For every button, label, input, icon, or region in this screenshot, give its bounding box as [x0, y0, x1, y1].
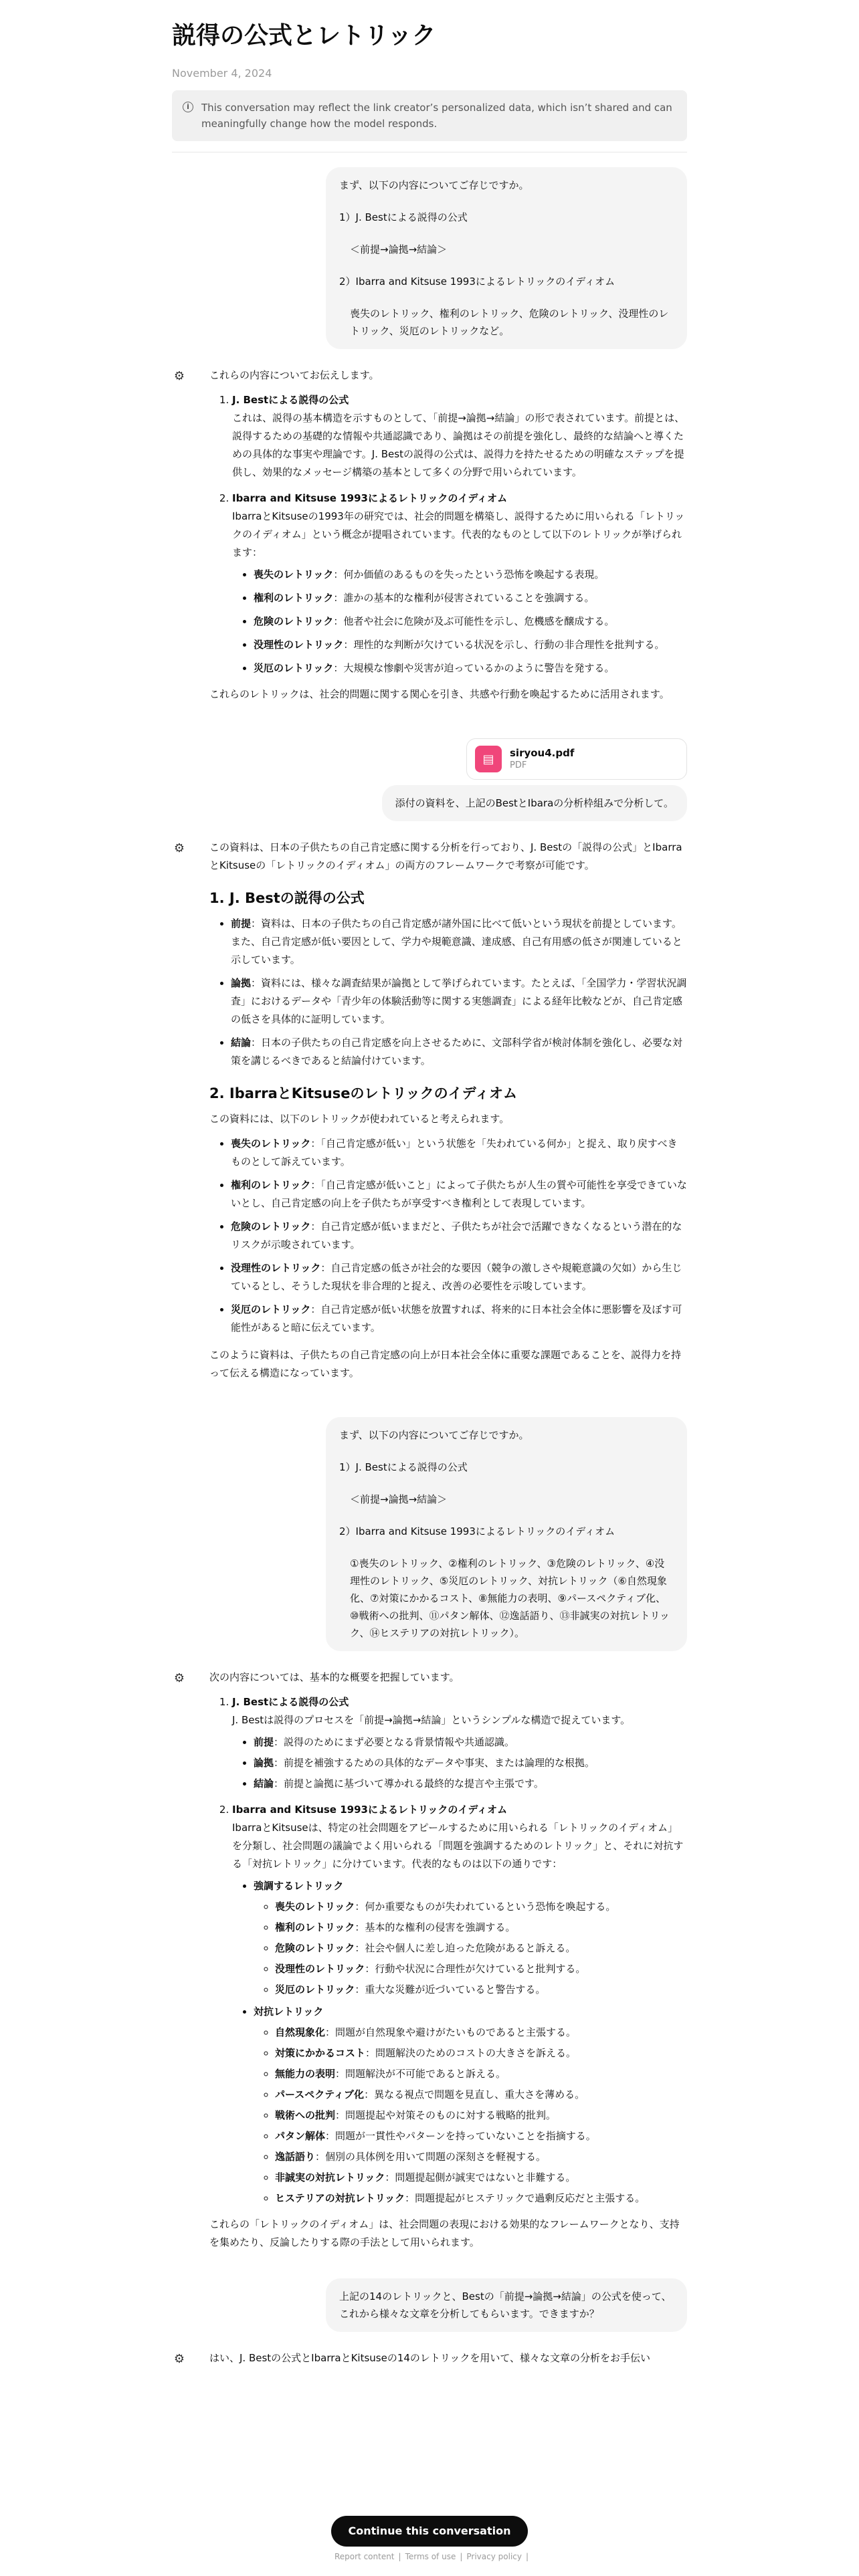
term-desc: ：何か重要なものが失われているという恐怖を喚起する。 — [355, 1901, 616, 1913]
list-item — [231, 1301, 687, 1337]
list-item — [232, 1693, 687, 1793]
bullet-list — [232, 1733, 687, 1793]
list-item — [254, 659, 687, 677]
assistant-message — [172, 839, 687, 1382]
term-desc: ：「自己肯定感が低い」という状態を「失われている何か」と捉え、取り戻すべきものとして訴えています。 — [231, 1138, 678, 1168]
numbered-list — [209, 391, 687, 677]
term-desc: ：問題提起側が誠実ではないと非難する。 — [385, 2171, 576, 2183]
user-message — [172, 785, 687, 821]
bullet-list — [209, 1135, 687, 1337]
list-item — [231, 1176, 687, 1212]
term-desc: ：前提を補強するための具体的なデータや事実、または論理的な根拠。 — [274, 1757, 595, 1769]
term: 没理性のレトリック — [254, 639, 344, 651]
assistant-text: この資料は、日本の子供たちの自己肯定感に関する分析を行っており、J. Bestの「説得の公式」とIbarraとKitsuseの「レトリックのイディオム」の両方のフレームワークで考察が可能です。 — [209, 841, 682, 871]
user-message — [172, 2278, 687, 2332]
assistant-message — [172, 366, 687, 704]
list-item — [254, 2003, 687, 2208]
term: 逸話語り — [275, 2151, 316, 2163]
term-desc: ：自己肯定感が低いままだと、子供たちが社会で活躍できなくなるという潜在的なリスクが示唆されています。 — [231, 1220, 682, 1251]
footer-links: Report content | Terms of use | Privacy policy | — [0, 2551, 859, 2563]
user-bubble — [326, 1417, 687, 1651]
term-desc: ：自己肯定感の低さが社会的な要因（競争の激しさや規範意識の欠如）から生じているとし、そうした現状を非合理的と捉え、改善の必要性を示唆しています。 — [231, 1262, 682, 1292]
assistant-message — [172, 2349, 687, 2367]
group-heading: 強調するレトリック — [254, 1880, 344, 1892]
term-desc: ：社会や個人に差し迫った危険があると訴える。 — [355, 1942, 576, 1954]
term-desc: ：異なる視点で問題を見直し、重大さを薄める。 — [364, 2088, 585, 2101]
assistant-text: これらの「レトリックのイディオム」は、社会問題の表現における効果的なフレームワークとなり、支持を集めたり、反論したりする際の手法として用いられます。 — [209, 2218, 680, 2248]
term: 災厄のレトリック — [231, 1303, 311, 1315]
list-item — [232, 490, 687, 677]
term-desc: ：「自己肯定感が低いこと」によって子供たちが人生の質や可能性を享受できていないとし、自己肯定感の向上を子供たちが享受すべき権利として表現しています。 — [231, 1179, 687, 1209]
term: 戦術への批判 — [275, 2109, 336, 2121]
user-line: 1）J. Bestによる説得の公式 — [339, 211, 468, 223]
user-line: まず、以下の内容についてご存じですか。 — [339, 1429, 529, 1441]
term: 対策にかかるコスト — [275, 2047, 366, 2059]
personalization-notice — [172, 90, 687, 141]
bullet-list — [232, 566, 687, 677]
assistant-text: はい、J. Bestの公式とIbarraとKitsuseの14のレトリックを用いて、様々な文章の分析をお手伝い — [209, 2352, 651, 2364]
list-item — [254, 1775, 687, 1793]
bullet-list — [209, 915, 687, 1070]
list-item — [254, 636, 687, 654]
list-item — [275, 2086, 687, 2104]
term: 自然現象化 — [275, 2026, 326, 2038]
list-item — [275, 2189, 687, 2208]
list-item — [275, 1960, 687, 1978]
list-item — [254, 1733, 687, 1751]
term-desc: ：大規模な惨劇や災害が迫っているかのように警告を発する。 — [333, 662, 615, 674]
numbered-list — [209, 1693, 687, 2208]
term-desc: ：資料には、様々な調査結果が論拠として挙げられています。たとえば、「全国学力・学習状況調査」におけるデータや「青少年の体験活動等に関する実態調査」による経年比較などが、自己肯定感の低さを具体的に証明しています。 — [231, 977, 687, 1025]
term-desc: ：資料は、日本の子供たちの自己肯定感が諸外国に比べて低いという現状を前提としています。また、自己肯定感が低い要因として、学力や規範意識、達成感、自己有用感の低さが関連していると示しています。 — [231, 918, 682, 966]
list-heading: 2. Ibarra and Kitsuse 1993によるレトリックのイディオム — [232, 492, 508, 504]
term-desc: ：問題提起がヒステリックで過剰反応だと主張する。 — [405, 2192, 646, 2204]
list-item — [231, 1259, 687, 1295]
assistant-text: これらの内容についてお伝えします。 — [209, 369, 379, 381]
user-line: 2）Ibarra and Kitsuse 1993によるレトリックのイディオム — [339, 276, 615, 288]
list-body: これは、説得の基本構造を示すものとして、「前提→論拠→結論」の形で表されています。前提とは、説得するための基礎的な情報や共通認識であり、論拠はその前提を強化し、最終的な結論へと導くための具体的な事実や理論です。J. Bestの説得の公式は、説得力を持たせるための明確なステップを提供し、効果的なメッセージ構築の基本として多くの分野で用いられています。 — [232, 412, 685, 478]
notice-text: This conversation may reflect the link creator’s personalized data, which isn’t shared and can meaningfully change how the model responds. — [201, 102, 672, 130]
term: 喪失のレトリック — [231, 1138, 311, 1150]
list-item — [275, 2065, 687, 2083]
section-heading: 2. IbarraとKitsuseのレトリックのイディオム — [209, 1085, 517, 1101]
group-heading: 対抗レトリック — [254, 2006, 324, 2018]
section-heading: 1. J. Bestの説得の公式 — [209, 890, 365, 906]
list-item — [275, 2024, 687, 2042]
term: 権利のレトリック — [254, 592, 334, 604]
list-item — [275, 1898, 687, 1916]
list-body: IbarraとKitsuseは、特定の社会問題をアピールするために用いられる「レトリックのイディオム」を分類し、社会問題の議論でよく用いられる「問題を強調するためのレトリック」と、それに対抗する「対抗レトリック」に分けています。代表的なものは以下の通りです： — [232, 1822, 684, 1870]
term-desc: ：問題が一貫性やパターンを持っていないことを指摘する。 — [325, 2130, 596, 2142]
term: 結論 — [254, 1778, 274, 1790]
list-item — [232, 391, 687, 481]
term-desc: ：何か価値のあるものを失ったという恐怖を喚起する表現。 — [333, 568, 605, 580]
assistant-text: これらのレトリックは、社会的問題に関する関心を引き、共感や行動を喚起するために活用されます。 — [209, 688, 670, 700]
term-desc: ：説得のためにまず必要となる背景情報や共通認識。 — [274, 1736, 515, 1748]
user-line: まず、以下の内容についてご存じですか。 — [339, 179, 529, 191]
term-desc: ：誰かの基本的な権利が侵害されていることを強調する。 — [333, 592, 595, 604]
list-body: IbarraとKitsuseの1993年の研究では、社会的問題を構築し、説得するために用いられる「レトリックのイディオム」という概念が提唱されています。代表的なものとして以下のレトリックが挙げられます： — [232, 510, 685, 558]
term-desc: ：重大な災難が近づいていると警告する。 — [355, 1983, 546, 1996]
list-item — [275, 2169, 687, 2187]
user-line: 2）Ibarra and Kitsuse 1993によるレトリックのイディオム — [339, 1525, 615, 1537]
term: パースペクティブ化 — [275, 2088, 365, 2101]
user-line: ＜前提→論拠→結論＞ — [350, 1493, 448, 1505]
term: 無能力の表明 — [275, 2068, 336, 2080]
user-line: 1）J. Bestによる説得の公式 — [339, 1461, 468, 1473]
user-bubble — [326, 2278, 687, 2332]
user-line: 添付の資料を、上記のBestとIbaraの分析枠組みで分析して。 — [395, 797, 674, 809]
openai-logo-icon: ⚙ — [173, 1671, 185, 1685]
list-item — [254, 1877, 687, 1999]
list-item — [275, 2107, 687, 2125]
shared-conversation — [172, 0, 687, 2367]
term: 危険のレトリック — [231, 1220, 311, 1232]
sub-bullet-list — [254, 2024, 687, 2208]
term-desc: ：問題提起や対策そのものに対する戦略的批判。 — [335, 2109, 557, 2121]
list-heading: 2. Ibarra and Kitsuse 1993によるレトリックのイディオム — [232, 1804, 508, 1816]
user-message — [172, 167, 687, 349]
list-item — [231, 1218, 687, 1254]
page-title: 説得の公式とレトリック — [172, 22, 436, 49]
term: 危険のレトリック — [254, 615, 334, 627]
term-desc: ：基本的な権利の侵害を強調する。 — [355, 1921, 516, 1933]
document-icon: ▤ — [475, 746, 502, 772]
user-line: 上記の14のレトリックと、Bestの「前提→論拠→結論」の公式を使って、これから様々な文章を分析してもらいます。できますか？ — [339, 2290, 672, 2320]
term: 権利のレトリック — [231, 1179, 311, 1191]
user-line: ＜前提→論拠→結論＞ — [350, 243, 448, 255]
list-item — [275, 1981, 687, 1999]
term-desc: ：問題解決のためのコストの大きさを訴える。 — [365, 2047, 577, 2059]
term: 結論 — [231, 1037, 252, 1049]
openai-logo-icon: ⚙ — [173, 841, 185, 855]
term: 権利のレトリック — [275, 1921, 355, 1933]
term-desc: ：理性的な判断が欠けている状況を示し、行動の非合理性を批判する。 — [343, 639, 665, 651]
assistant-text: 次の内容については、基本的な概要を把握しています。 — [209, 1671, 460, 1683]
user-message — [172, 1417, 687, 1651]
list-item — [275, 2127, 687, 2145]
term-desc: ：問題が自然現象や避けがたいものであると主張する。 — [325, 2026, 577, 2038]
term: パタン解体 — [275, 2130, 326, 2142]
sub-bullet-list — [254, 1898, 687, 1999]
file-name: siryou4.pdf — [510, 747, 575, 759]
list-item — [254, 566, 687, 584]
term-desc: ：自己肯定感が低い状態を放置すれば、将来的に日本社会全体に悪影響を及ぼす可能性があると暗に伝えています。 — [231, 1303, 682, 1333]
continue-conversation-button[interactable]: Continue this conversation — [331, 2516, 529, 2547]
term: 論拠 — [254, 1757, 274, 1769]
term: 災厄のレトリック — [254, 662, 334, 674]
list-item — [275, 1939, 687, 1957]
term-desc: ：日本の子供たちの自己肯定感を向上させるために、文部科学省が検討体制を強化し、必要な対策を講じるべきであると結論付けています。 — [231, 1037, 683, 1067]
list-item — [275, 2044, 687, 2062]
list-heading: 1. J. Bestによる説得の公式 — [232, 394, 349, 406]
term: 没理性のレトリック — [275, 1963, 365, 1975]
term: ヒステリアの対抗レトリック — [275, 2192, 405, 2204]
list-item — [275, 2148, 687, 2166]
list-item — [232, 1801, 687, 2208]
list-item — [231, 915, 687, 969]
term: 論拠 — [231, 977, 252, 989]
file-type: PDF — [510, 760, 527, 770]
term: 災厄のレトリック — [275, 1983, 355, 1996]
list-heading: 1. J. Bestによる説得の公式 — [232, 1696, 349, 1708]
terms-of-use-link[interactable]: Terms of use — [405, 2552, 456, 2561]
list-item — [254, 589, 687, 607]
term: 喪失のレトリック — [275, 1901, 355, 1913]
file-info — [510, 746, 574, 772]
term-desc: ：問題解決が不可能であると訴える。 — [335, 2068, 506, 2080]
assistant-text: この資料には、以下のレトリックが使われていると考えられます。 — [209, 1113, 510, 1125]
term: 危険のレトリック — [275, 1942, 355, 1954]
bottom-bar — [0, 2500, 859, 2576]
term-desc: ：個別の具体例を用いて問題の深刻さを軽視する。 — [315, 2151, 547, 2163]
list-item — [275, 1919, 687, 1937]
term: 前提 — [254, 1736, 274, 1748]
assistant-message — [172, 1669, 687, 2252]
term-desc: ：他者や社会に危険が及ぶ可能性を示し、危機感を醸成する。 — [333, 615, 615, 627]
conversation-date: November 4, 2024 — [172, 67, 272, 80]
attachment-row — [172, 738, 687, 780]
term: 喪失のレトリック — [254, 568, 334, 580]
list-item — [254, 613, 687, 631]
info-icon: i — [183, 102, 193, 112]
list-item — [231, 1135, 687, 1171]
report-content-link[interactable]: Report content — [334, 2552, 395, 2561]
user-line: 喪失のレトリック、権利のレトリック、危険のレトリック、没理性のレトリック、災厄のレトリックなど。 — [350, 308, 669, 337]
list-item — [231, 1034, 687, 1070]
assistant-text: このように資料は、子供たちの自己肯定感の向上が日本社会全体に重要な課題であることを、説得力を持って伝える構造になっています。 — [209, 1349, 682, 1379]
openai-logo-icon: ⚙ — [173, 2352, 185, 2366]
term-desc: ：前提と論拠に基づいて導かれる最終的な提言や主張です。 — [274, 1778, 544, 1790]
privacy-policy-link[interactable]: Privacy policy — [466, 2552, 522, 2561]
user-line: ①喪失のレトリック、②権利のレトリック、③危険のレトリック、④没理性のレトリック、⑤災厄のレトリック、対抗レトリック（⑥自然現象化、⑦対策にかかるコスト、⑧無能力の表明、⑨パースペクティブ化、⑩戦術への批判、⑪パタン解体、⑫逸話語り、⑬非誠実の対抗レトリック、⑭ヒステリアの対抗レトリック）。 — [350, 1558, 670, 1639]
list-item — [254, 1754, 687, 1772]
term-desc: ：行動や状況に合理性が欠けていると批判する。 — [365, 1963, 586, 1975]
openai-logo-icon: ⚙ — [173, 369, 185, 383]
term: 非誠実の対抗レトリック — [275, 2171, 385, 2183]
list-body: J. Bestは説得のプロセスを「前提→論拠→結論」というシンプルな構造で捉えています。 — [232, 1714, 631, 1726]
file-attachment[interactable] — [466, 738, 687, 780]
user-bubble — [382, 785, 687, 821]
user-bubble — [326, 167, 687, 349]
term: 没理性のレトリック — [231, 1262, 321, 1274]
bullet-list — [232, 1877, 687, 2208]
term: 前提 — [231, 918, 252, 930]
list-item — [231, 974, 687, 1029]
